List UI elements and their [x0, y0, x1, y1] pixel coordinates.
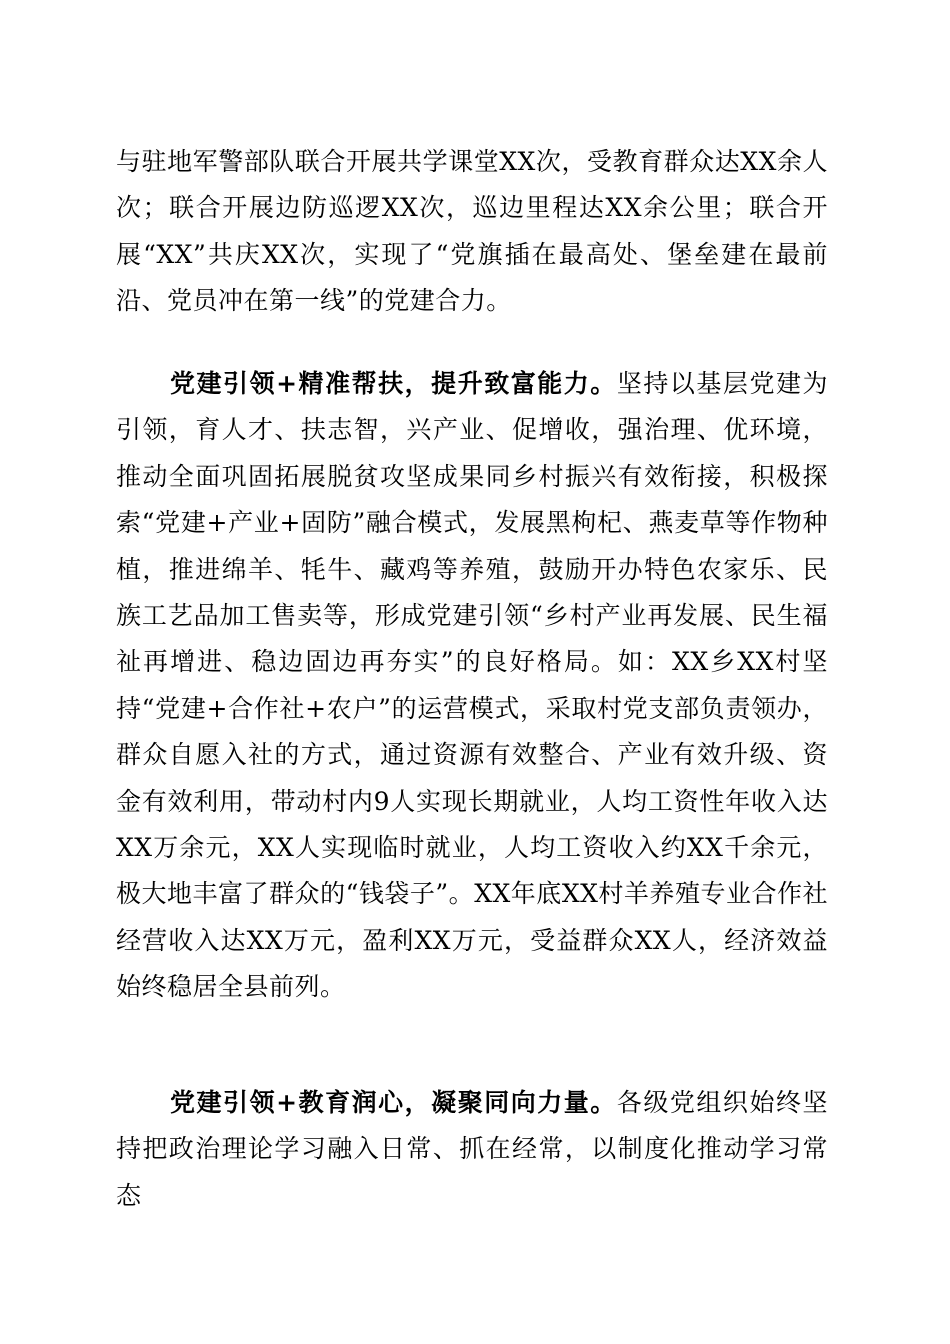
- paragraph-1-body: 与驻地军警部队联合开展共学课堂XX次，受教育群众达XX余人次；联合开展边防巡逻XX次，巡边里程达XX余公里；联合开展“XX”共庆XX次，实现了“党旗插在最高处、堡垒建在最前沿、党员冲在第一线”的党建合力。: [116, 147, 828, 316]
- paragraph-2: [116, 361, 828, 1011]
- paragraph-3: [116, 1080, 828, 1219]
- paragraph-2-heading: 党建引领+精准帮扶，提升致富能力。: [170, 369, 617, 398]
- paragraph-3-body: 各级党组织始终坚持把政治理论学习融入日常、抓在经常，以制度化推动学习常态: [116, 1088, 828, 1210]
- paragraph-2-body: 坚持以基层党建为引领，育人才、扶志智，兴产业、促增收，强治理、优环境，推动全面巩固拓展脱贫攻坚成果同乡村振兴有效衔接，积极探索“党建+产业+固防”融合模式，发展黑枸杞、燕麦草等作物种植，推进绵羊、牦牛、藏鸡等养殖，鼓励开办特色农家乐、民族工艺品加工售卖等，形成党建引领“乡村产业再发展、民生福祉再增进、稳边固边再夯实”的良好格局。如：XX乡XX村坚持“党建+合作社+农户”的运营模式，采取村党支部负责领办，群众自愿入社的方式，通过资源有效整合、产业有效升级、资金有效利用，带动村内9人实现长期就业，人均工资性年收入达XX万余元，XX人实现临时就业，人均工资收入约XX千余元，极大地丰富了群众的“钱袋子”。XX年底XX村羊养殖专业合作社经营收入达XX万元，盈利XX万元，受益群众XX人，经济效益始终稳居全县前列。: [116, 369, 828, 1002]
- paragraph-1: [116, 139, 828, 325]
- paragraph-3-heading: 党建引领+教育润心，凝聚同向力量。: [170, 1088, 617, 1117]
